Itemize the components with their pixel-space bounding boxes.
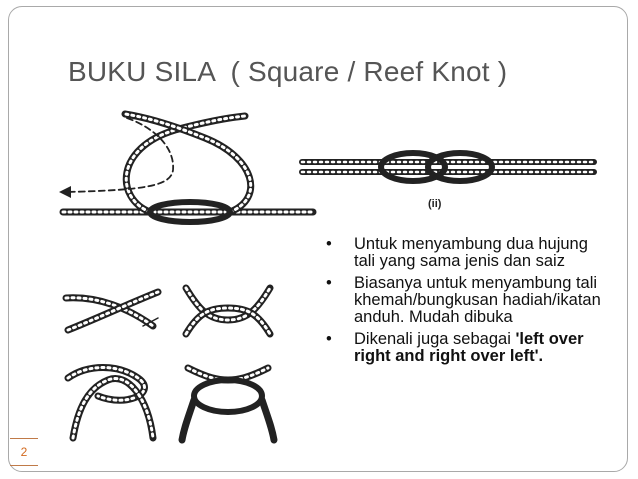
bullet-bold-text: 'left over right and right over left'. — [354, 330, 584, 365]
bullet-text: Biasanya untuk menyambung tali khemah/bungkusan hadiah/ikatan anduh. Mudah dibuka — [354, 274, 601, 326]
bullet-item: • Biasanya untuk menyambung tali khemah/bungkusan hadiah/ikatan anduh. Mudah dibuka — [326, 274, 601, 326]
finished-reef-knot-illustration — [298, 140, 598, 192]
bullet-item: • Dikenali juga sebagai 'left over right and right over left'. — [326, 330, 584, 365]
bullet-text: Untuk menyambung dua hujung tali yang sama jenis dan saiz — [354, 235, 588, 270]
slide-title: BUKU SILA ( Square / Reef Knot ) — [68, 56, 508, 87]
knot-steps-illustration — [58, 268, 303, 446]
page-number: 2 — [10, 438, 38, 466]
bullet-list — [322, 236, 602, 370]
bullet-text: Dikenali juga sebagai — [354, 330, 516, 348]
figure-label: (ii) — [428, 198, 442, 210]
bullet-item: • Untuk menyambung dua hujung tali yang sama jenis dan saiz — [326, 235, 588, 270]
knot-tying-illustration — [55, 108, 320, 238]
